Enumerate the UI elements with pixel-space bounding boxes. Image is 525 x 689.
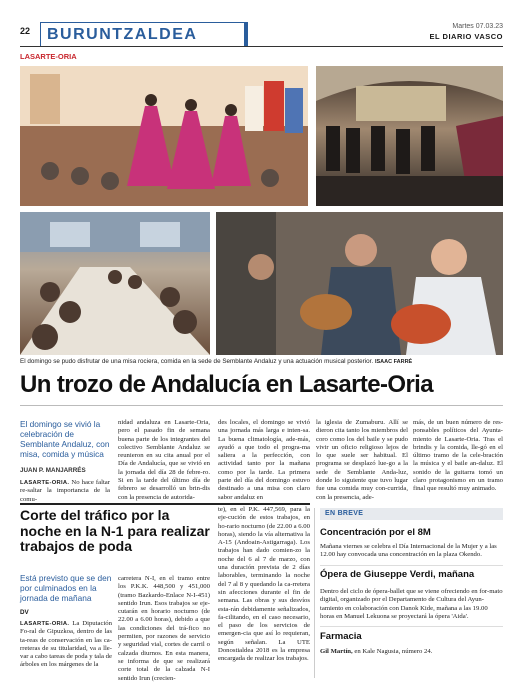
page-header	[20, 22, 503, 46]
second-author: DV	[20, 609, 29, 616]
headline-rule	[20, 405, 503, 406]
photo-caption	[20, 358, 503, 365]
main-headline: Un trozo de Andalucía en Lasarte-Oria	[20, 371, 433, 398]
second-headline: Corte del tráfico por la noche en la N-1 para realizar trabajos de poda	[20, 507, 210, 554]
main-column-1	[20, 479, 110, 504]
briefs-label: EN BREVE	[320, 508, 503, 520]
newspaper-name: EL DIARIO VASCO	[429, 32, 503, 41]
second-column-2: carretera N-I, en el tramo entre los P.K.K. 448,500 y 451,000 (tramo Bazkardo-Enlace N-I-451) sentido Irun. Esos trabajos se eje-cutarán en horario nocturno (de 22.00 a 6.00 horas), debido a que las condiciones del trá-fico no permiten, por razones de servicio y seguridad vial, cortes de carril o calzada diurnos. En esta manera, se informa de que se realizará corte total de la calzada N-I sentido Irun (crecien-	[118, 575, 210, 682]
section-title: BURUNTZALDEA	[40, 22, 248, 46]
second-subhead: Está previsto que se den por culminados en la jornada de mañana	[20, 573, 112, 603]
main-author: JUAN P. MANJARRÉS	[20, 467, 86, 474]
page-number: 22	[20, 26, 31, 36]
brief-separator	[320, 565, 503, 566]
second-column-3: te), en el P.K. 447,569, para la eje-cución de estos trabajos, en ho-rario nocturno (de 22.00 a 6.00 horas), siendo la vía alternativa la A-15 (Andoain-Astigarraga). Los trabajos han dado comien-zo la noche del 6 al 7 de marzo, con una duración prevista de 2 días laborables, terminando la noche del 7 al 8 y quedando la ca-rretera sin afecciones durante el fin de semana. Las obras y sus desvíos esta-rán debidamente señalizados, fa-cilitando, en el caso necesario, el paso de los servicios de emergen-cia que así lo requieran, según señalan. La UTE Donostialdea 2018 es la empresa encargada de realizar los trabajos.	[218, 506, 310, 663]
main-column-2: nidad andaluza en Lasarte-Oria, pero el pasado fin de semana buena parte de los integrantes del colectivo Semblante Andaluz se reunieron en su cita anual por el Día de Andalucía, que se vivió en la jornada del día 28 de febre-ro. Si en la tarde del último día de febrero se desarrolló un brin-dis con la presencia de autorida-	[118, 419, 210, 501]
pharmacy-name: Gil Martín,	[320, 648, 353, 655]
brief-title-3: Farmacia	[320, 631, 362, 642]
main-column-1-text: No hace faltar re-saltar la importancia de la comu-	[20, 479, 111, 503]
brief-body-1: Mañana viernes se celebra el Día Internacional de la Mujer y a las 12.00 hay convocada una concentración en la plaza Okendo.	[320, 543, 497, 559]
location-tag: LASARTE-ORIA	[20, 52, 77, 61]
photo-church-choir	[316, 66, 503, 206]
brief-title-2: Ópera de Giuseppe Verdi, mañana	[320, 569, 475, 580]
caption-text: El domingo se pudo disfrutar de una misa rociera, comida en la sede de Semblante Andaluz y una actuación musical posterior.	[20, 358, 374, 365]
issue-date: Martes 07.03.23	[452, 23, 503, 30]
brief-body-2: Dentro del ciclo de ópera-ballet que se viene ofreciendo en for-mato digital, organizado por el Departamento de Cultura del Ayun-tamiento en colaboración con Danok Kide, mañana a las 19.00 horas en Manuel Lekuona se proyectará la ópera 'Aida'.	[320, 588, 503, 620]
brief-body-3	[320, 648, 503, 656]
brief-separator	[320, 626, 503, 627]
second-article-rule	[20, 503, 310, 505]
main-column-5: más, de un buen número de res-ponsables políticos del Ayunta-miento de Lasarte-Oria. Tras el brindis y la comida, lle-gó en el último tramo de la cele-bración la música y el baile an-daluz. El sonido de la guitarra tomó un claro protagonismo en un tramo final que resultó muy animado.	[413, 419, 503, 493]
main-column-4: la iglesia de Zumaburu. Allí se dieron cita tanto los miembros del coro como los del baile y se pudo vivir un oficio religioso lejos de lo que suele ser habitual. El programa se desplazó lue-go a la sede de Semblante Anda-luz, donde lo siguiente que tuvo lugar fue una comida muy con-currida, con la presencia, ade-	[316, 419, 408, 501]
briefs-divider	[314, 508, 315, 678]
second-dateline: LASARTE-ORIA.	[20, 621, 70, 627]
photo-flamenco-dancers	[20, 66, 308, 206]
second-column-1-text: La Diputación Fo-ral de Gipuzkoa, dentro de las ta-reas de conservación en las ca-rreteras de su titularidad, va a lle-var a cabo tareas de poda y tala de árboles en los márgenes de la	[20, 620, 112, 669]
main-dateline: LASARTE-ORIA.	[20, 480, 70, 486]
photo-guitar-players	[216, 212, 503, 355]
main-subhead: El domingo se vivió la celebración de Semblante Andaluz, con misa, comida y música	[20, 419, 110, 459]
pharmacy-address: en Kale Nagusia, número 24.	[352, 648, 433, 655]
second-column-1	[20, 620, 112, 670]
main-column-3: des locales, el domingo se vivió una jornada más larga e inten-sa. La buena climatología, ade-más, ayudó a que todo el progra-ma saliera a la perfección, con actividad tanto por la mañana como por la tarde. La primera parte del día del domingo estuvo destinado a una misa con claro sabor andaluz en	[218, 419, 310, 501]
brief-title-1: Concentración por el 8M	[320, 527, 431, 538]
header-rule	[20, 46, 503, 47]
photo-credit: ISAAC FARRÉ	[374, 359, 413, 365]
photo-community-lunch	[20, 212, 210, 355]
